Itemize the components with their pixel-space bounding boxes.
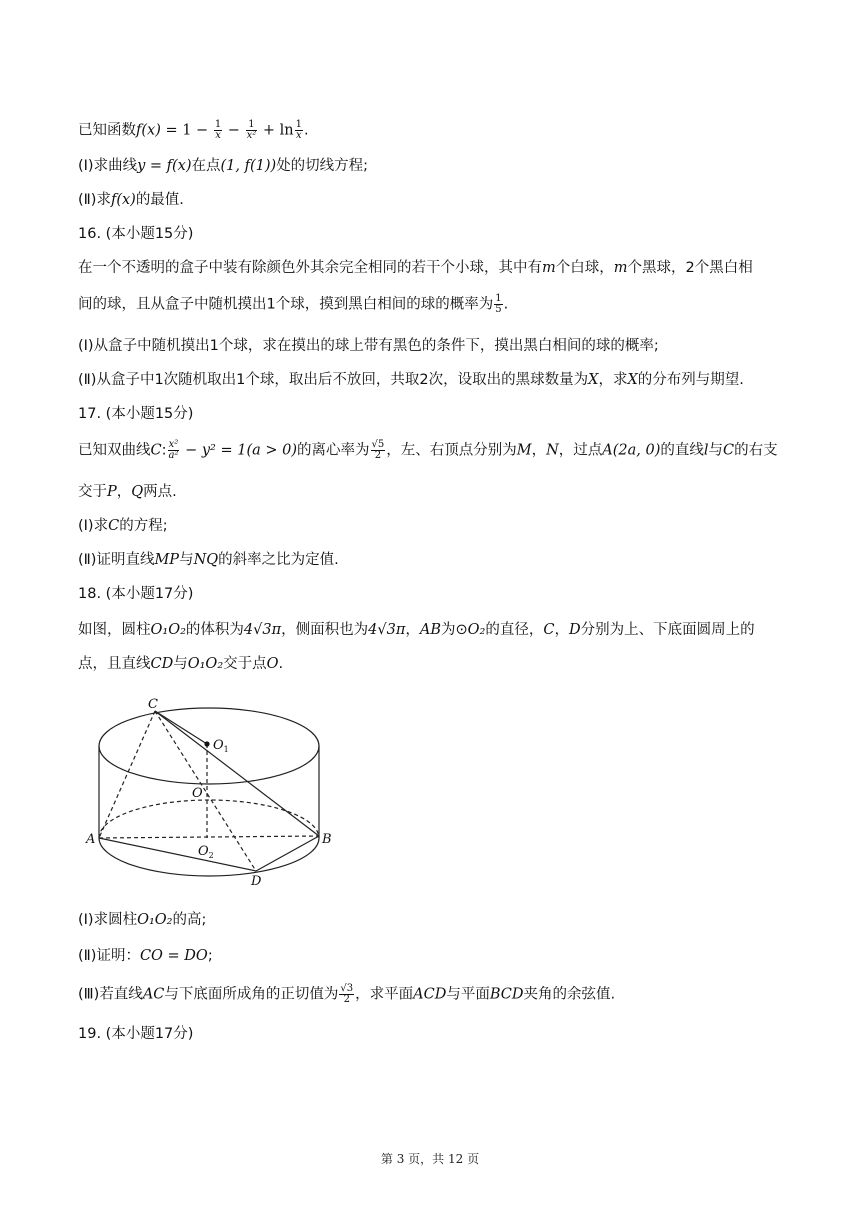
label-o1: $O_1$ <box>213 738 229 754</box>
q16-header: 16. (本小题15分) <box>78 226 194 242</box>
label-d: D <box>251 874 262 889</box>
q17-header: 17. (本小题15分) <box>78 406 194 422</box>
label-o2: $O_2$ <box>198 844 214 860</box>
label-a: A <box>86 832 96 847</box>
label-c: C <box>148 697 158 712</box>
q19-header: 19. (本小题17分) <box>78 1026 194 1042</box>
q17-stem-line1: 已知双曲线C: $\frac{\text{x²}}{\text{a²}}$ − y² = 1(a > 0)的离心率为 $\frac{√5}{2}$ ，左、右顶点分别为M，N，过点A(2a, 0)的直线l与C的右支 <box>78 439 778 461</box>
top-base-ellipse <box>99 708 319 784</box>
q15-part2: (Ⅱ)求f(x)的最值. <box>78 192 184 208</box>
q17-stem-line2: 交于P，Q两点. <box>78 484 177 500</box>
q15-frac2: $\frac{1}{\text{x²}}$ <box>246 119 257 141</box>
q16-stem-line1: 在一个不透明的盒子中装有除颜色外其余完全相同的若干个小球，其中有m个白球，m个黑球，2个黑白相 <box>78 260 753 276</box>
q17-part1: (Ⅰ)求C的方程; <box>78 518 168 534</box>
diameter-ab <box>99 836 319 838</box>
q16-part1: (Ⅰ)从盒子中随机摸出1个球，求在摸出的球上带有黑色的条件下，摸出黑白相间的球的概率; <box>78 338 659 354</box>
q18-part1: (Ⅰ)求圆柱O₁O₂的高; <box>78 912 207 928</box>
q17-part2: (Ⅱ)证明直线MP与NQ的斜率之比为定值. <box>78 552 339 568</box>
q17-frac1: $\frac{\text{x²}}{\text{a²}}$ <box>168 439 179 461</box>
label-o: O <box>192 786 203 801</box>
segment-ad <box>99 838 256 871</box>
q17-frac2: $\frac{√5}{2}$ <box>371 439 385 461</box>
q18-part2: (Ⅱ)证明：CO = DO; <box>78 948 213 964</box>
point-o1 <box>204 741 209 746</box>
q16-part2: (Ⅱ)从盒子中1次随机取出1个球，取出后不放回，共取2次，设取出的黑球数量为X，求X的分布列与期望. <box>78 372 744 388</box>
q18-stem-line2: 点，且直线CD与O₁O₂交于点O. <box>78 656 284 672</box>
page-footer: 第 3 页，共 12 页 <box>380 1152 480 1166</box>
q18-header: 18. (本小题17分) <box>78 586 194 602</box>
q15-stem-text: 已知函数 <box>78 122 136 139</box>
q15-stem: 已知函数f(x) = 1 − $\frac{1}{x}$ − $\frac{1}{\text{x²}}$ + ln $\frac{1}{x}$ . <box>78 119 309 141</box>
q15-frac3: $\frac{1}{x}$ <box>295 119 302 141</box>
label-b: B <box>322 832 332 847</box>
q15-fx: f(x) <box>136 122 161 139</box>
q18-part3: (Ⅲ)若直线AC与下底面所成角的正切值为 $\frac{√3}{2}$ ，求平面ACD与平面BCD夹角的余弦值. <box>78 983 616 1005</box>
segment-ca <box>99 711 155 838</box>
q18-stem-line1: 如图，圆柱O₁O₂的体积为4√3π，侧面积也为4√3π，AB为⊙O₂的直径，C，D分别为上、下底面圆周上的 <box>78 622 755 638</box>
q15-eq: = 1 − <box>160 122 213 139</box>
segment-co1 <box>155 711 207 744</box>
cylinder-figure <box>80 696 340 892</box>
q15-frac1: $\frac{1}{x}$ <box>214 119 222 141</box>
q16-frac: $\frac{1}{5}$ <box>495 293 502 315</box>
q16-stem-line2: 间的球，且从盒子中随机摸出1个球，摸到黑白相间的球的概率为 $\frac{1}{5}$ . <box>78 293 509 315</box>
bottom-base-back-arc <box>99 800 319 838</box>
q15-part1: (Ⅰ)求曲线y = f(x)在点(1, f(1))处的切线方程; <box>78 158 369 174</box>
segment-cb <box>155 711 319 836</box>
q18-frac: $\frac{√3}{2}$ <box>340 983 354 1005</box>
